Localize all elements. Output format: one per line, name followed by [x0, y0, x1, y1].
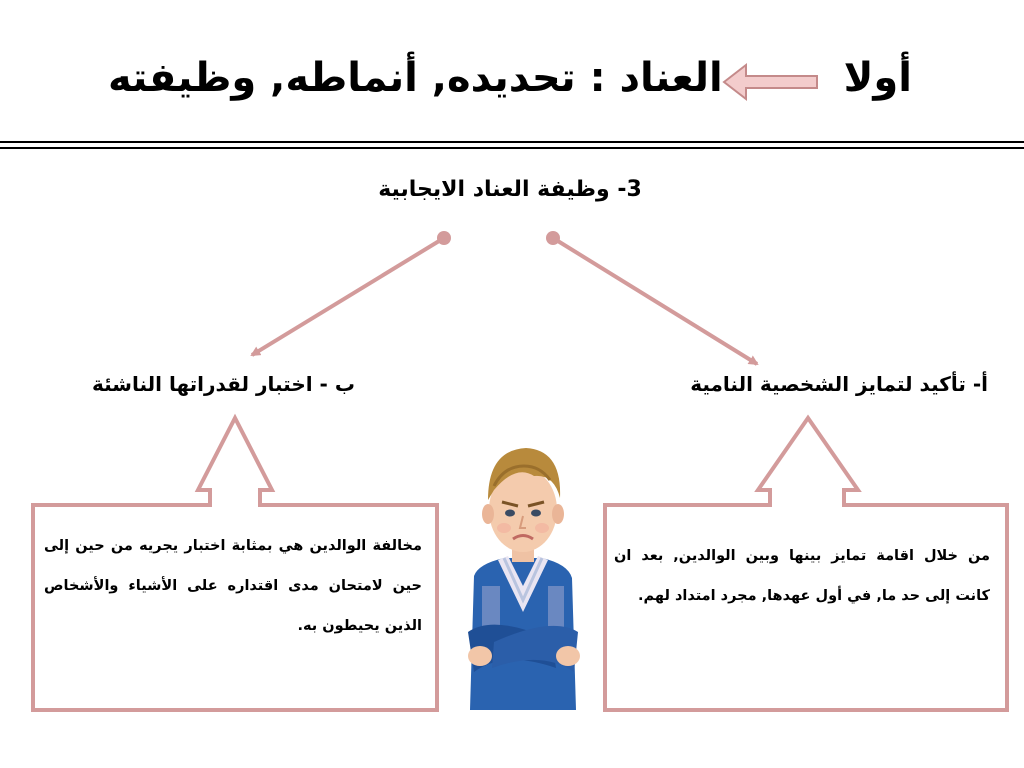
branch-b-text: مخالفة الوالدين هي بمثابة اختبار يجريه من حين إلى حين لامتحان مدى اقتداره على الأشياء والأشخاص الذين يحيطون به.: [44, 538, 422, 634]
branch-b-heading: ب - اختبار لقدراتها الناشئة: [92, 372, 355, 396]
title-first: أولا: [843, 55, 912, 101]
branch-a-heading: أ- تأكيد لتمايز الشخصية النامية: [690, 372, 988, 396]
section-subtitle: 3- وظيفة العناد الايجابية: [378, 177, 642, 202]
page-title: العناد : تحديده, أنماطه, وظيفته: [108, 55, 723, 101]
child-illustration: [464, 436, 582, 710]
branch-a-text: من خلال اقامة تمايز بينها وبين الوالدين, بعد ان كانت إلى حد ما, في أول عهدها, مجرد امتداد لهم.: [614, 548, 990, 604]
